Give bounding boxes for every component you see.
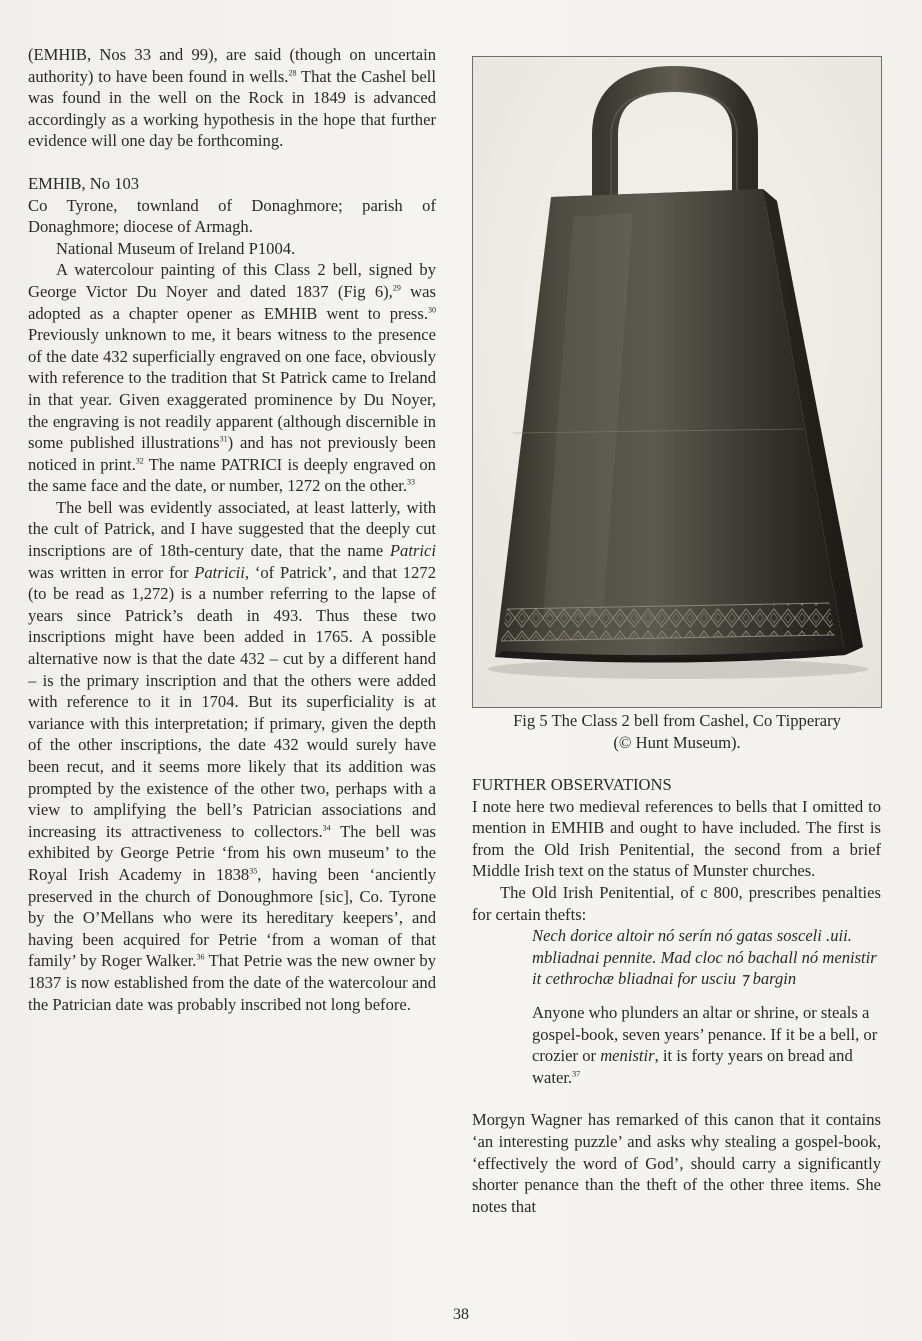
paragraph-wells <box>28 44 436 152</box>
caption-line-1: Fig 5 The Class 2 bell from Cashel, Co Tipperary <box>513 711 841 730</box>
footnote-ref: 30 <box>428 305 436 314</box>
text: The bell was exhibited by George Petrie ‘from his own museum’ to the Royal Irish Academy in 1838 <box>28 821 437 884</box>
quotation-translation <box>532 1002 881 1088</box>
text: ) and has not previously been noticed in print. <box>28 433 436 474</box>
page-number: 38 <box>453 1306 469 1323</box>
paragraph-wagner: Morgyn Wagner has remarked of this canon that it contains ‘an interesting puzzle’ and asks why stealing a gospel-book, ‘effectively the word of God’, should carry a significantly shorter penance than the theft of the other three items. She notes that <box>472 1110 881 1216</box>
paragraph-watercolour <box>28 259 436 497</box>
footnote-ref: 37 <box>572 1069 581 1079</box>
section-heading: EMHIB, No 103 <box>28 173 140 193</box>
footnote-ref: 34 <box>322 823 331 833</box>
paragraph-medieval-refs: I note here two medieval references to bells that I omitted to mention in EMHIB and ought to have included. The first is from the Old Irish Penitential, the second from a brief Middle Irish text on the status of Munster churches. <box>472 796 881 881</box>
italic-term: Patricii <box>194 562 245 582</box>
italic-term: menistir <box>600 1046 655 1066</box>
text: (EMHIB, Nos 33 and 99), are said (though on uncertain authority) to have been found in wells. <box>28 45 436 86</box>
text: A watercolour painting of this Class 2 bell, signed by George Victor Du Noyer and dated 1837 (Fig 6), <box>28 260 436 301</box>
footnote-ref: 29 <box>392 283 401 293</box>
footnote-ref: 32 <box>135 456 144 466</box>
text: That the Cashel bell was found in the well on the Rock in 1849 is advanced accordingly as a working hypothesis in the hope that further evidence will one day be forthcoming. <box>28 66 436 151</box>
footnote-ref: 35 <box>249 866 258 876</box>
text: Previously unknown to me, it bears witness to the presence of the date 432 superficially engraved on one face, obviously with reference to the tradition that St Patrick came to Ireland in that year. Given exaggerated prominence by Du Noyer, the engraving is not readily apparent (although discernible in some published illustrations <box>28 325 436 453</box>
paragraph-penitential: The Old Irish Penitential, of c 800, prescribes penalties for certain thefts: <box>472 882 881 924</box>
text: That Petrie was the new owner by 1837 is now established from the date of the watercolour and the Patrician date was probably inscribed not long before. <box>28 951 436 1014</box>
section-heading-further: FURTHER OBSERVATIONS <box>472 775 672 794</box>
figure-caption <box>472 710 882 753</box>
footnote-ref: 28 <box>288 68 297 78</box>
museum-line: National Museum of Ireland P1004. <box>56 238 296 258</box>
location-line: Co Tyrone, townland of Donaghmore; parish of Donaghmore; diocese of Armagh. <box>28 195 436 237</box>
text: The bell was evidently associated, at least latterly, with the cult of Patrick, and I have suggested that the deeply cut inscriptions are of 18th-century date, that the name <box>28 497 436 561</box>
right-column <box>472 774 881 1217</box>
text: , it is forty years on bread and water. <box>532 1046 853 1087</box>
italic-term: Patrici <box>389 541 436 561</box>
text: , ‘of Patrick’, and that 1272 (to be read as 1,272) is a number referring to the lapse of years since Patrick’s death in 493. Thus these two inscriptions might have been added in 1765. A possible alternative now is that the date 432 – cut by a different hand – is the primary inscription and that the others were added with reference to it in 1704. But its superficiality is at variance with this interpretation; if primary, given the depth of the other inscriptions, the date 432 would surely have been recut, and it seems more likely that its addition was prompted by the existence of the other two, perhaps with a view to amplifying the bell’s Patrician associations and increasing its attractiveness to collectors. <box>28 562 436 841</box>
text: was written in error for <box>28 562 195 582</box>
irish-quotation: Nech dorice altoir nó serín nó gatas sosceli .uii. mbliadnai pennite. Mad cloc nó bachall nó menistir it cethrochæ bliadnai for usciu ⁊ bargin <box>532 926 877 989</box>
left-column <box>28 44 436 1015</box>
footnote-ref: 33 <box>407 477 416 487</box>
text: The name PATRICI is deeply engraved on the same face and the date, or number, 1272 on the other. <box>28 454 436 496</box>
paragraph-cult-of-patrick <box>28 497 436 1015</box>
footnote-ref: 36 <box>196 952 205 962</box>
bell-photograph <box>472 56 882 708</box>
bell-illustration <box>473 57 881 707</box>
caption-line-2: (© Hunt Museum). <box>613 732 741 752</box>
text: Anyone who plunders an altar or shrine, or steals a gospel-book, seven years’ penance. If it be a bell, or crozier or <box>532 1002 878 1066</box>
text: was adopted as a chapter opener as EMHIB went to press. <box>28 281 436 323</box>
footnote-ref: 31 <box>219 434 228 444</box>
text: , having been ‘anciently preserved in the church of Donoughmore [sic], Co. Tyrone by the O’Mellans who were its hereditary keepers’, and having been acquired for Petrie ‘from a woman of that family’ by Roger Walker. <box>28 864 436 971</box>
